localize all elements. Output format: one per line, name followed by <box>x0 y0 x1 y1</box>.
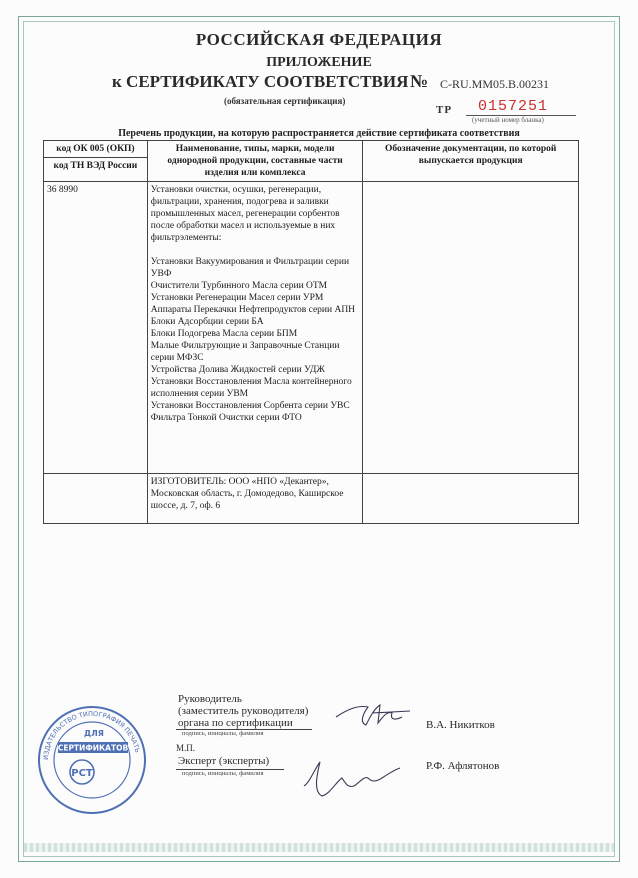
head-signatory-title <box>178 693 308 729</box>
product-item: Блоки Подогрева Масла серии БПМ <box>150 329 298 339</box>
head-signature-icon <box>332 695 416 735</box>
name-header: Наименование, типы, марки, модели однородной продукции, составные части изделия или комплекса <box>147 141 363 182</box>
product-item: Установки Регенерации Масел серии УРМ <box>150 293 324 303</box>
product-item: Малые Фильтрующие и Заправочные Станции серии МФЗС <box>150 341 340 363</box>
product-intro: Установки очистки, осушки, регенерации, фильтрации, хранения, подогрева и заливки промышленных масел, регенерации сорбентов после обработки масел и используемые в них фильтрэлементы: <box>150 185 340 243</box>
product-code: 36 8990 <box>44 182 148 474</box>
table-row <box>44 182 579 474</box>
table-header-row <box>44 141 579 182</box>
product-item: Установки Вакуумирования и Фильтрации серии УВФ <box>150 257 350 279</box>
certificate-number: C-RU.MM05.B.00231 <box>440 77 550 91</box>
okp-code-header: код ОК 005 (ОКП) <box>56 144 135 154</box>
product-item: Установки Восстановления Масла контейнерного исполнения серии УВМ <box>150 377 352 399</box>
mandatory-note: (обязательная сертификация) <box>224 96 346 106</box>
empty-code-cell <box>44 474 148 524</box>
empty-docs-cell <box>363 474 579 524</box>
product-item: Очистители Турбинного Масла серии ОТМ <box>150 281 328 291</box>
product-list <box>151 256 360 424</box>
certificate-title: к СЕРТИФИКАТУ СООТВЕТСТВИЯ <box>112 72 409 91</box>
seal-logo: РСТ <box>71 768 93 779</box>
head-title-line1: Руководитель <box>178 693 242 705</box>
tr-label: ТР <box>436 104 453 116</box>
head-title-line3: органа по сертификации <box>178 717 293 729</box>
manufacturer: ИЗГОТОВИТЕЛЬ: ООО «НПО «Декантер», Московская область, г. Домодедово, Каширское шоссе, д. 7, оф. 6 <box>147 474 363 524</box>
tnved-code-header: код ТН ВЭД России <box>44 157 147 174</box>
expert-signature-caption: подпись, инициалы, фамилия <box>182 770 264 777</box>
seal-top-text: ДЛЯ <box>84 729 104 738</box>
head-signature-caption: подпись, инициалы, фамилия <box>182 730 264 737</box>
product-item: Устройства Долива Жидкостей серии УДЖ <box>150 365 325 375</box>
serial-caption: (учетный номер бланка) <box>472 116 544 124</box>
product-item: Блоки Адсорбции серии БА <box>150 317 264 327</box>
docs-cell <box>363 182 579 474</box>
product-item: Аппараты Перекачки Нефтепродуктов серии АПН <box>150 305 356 315</box>
head-name: В.А. Никитков <box>426 719 495 731</box>
product-list-caption: Перечень продукции, на которую распространяется действие сертификата соответствия <box>118 128 520 139</box>
head-title-line2: (заместитель руководителя) <box>178 705 309 717</box>
number-sign: № <box>410 71 429 91</box>
blank-serial-number: 0157251 <box>478 98 549 115</box>
country-title: РОССИЙСКАЯ ФЕДЕРАЦИЯ <box>195 30 443 49</box>
stamp-place: М.П. <box>176 743 196 753</box>
product-names <box>147 182 363 474</box>
certificate-seal <box>36 704 148 816</box>
security-band <box>24 843 614 852</box>
product-table <box>43 140 579 524</box>
seal-ring-text: ИЗДАТЕЛЬСТВО ТИПОГРАФИЯ ПЕЧАТЬ <box>41 709 142 761</box>
docs-header: Обозначение документации, по которой выпускается продукция <box>363 141 579 182</box>
expert-signature-icon <box>296 752 406 804</box>
expert-title: Эксперт (эксперты) <box>178 755 270 767</box>
seal-main-text: СЕРТИФИКАТОВ <box>57 743 129 753</box>
product-item: Фильтра Тонкой Очистки серии ФТО <box>150 413 302 423</box>
annex-title: ПРИЛОЖЕНИЕ <box>266 55 372 70</box>
product-item: Установки Восстановления Сорбента серии УВС <box>150 401 350 411</box>
table-row <box>44 474 579 524</box>
expert-name: Р.Ф. Афлятонов <box>426 760 500 772</box>
code-header <box>44 141 148 182</box>
